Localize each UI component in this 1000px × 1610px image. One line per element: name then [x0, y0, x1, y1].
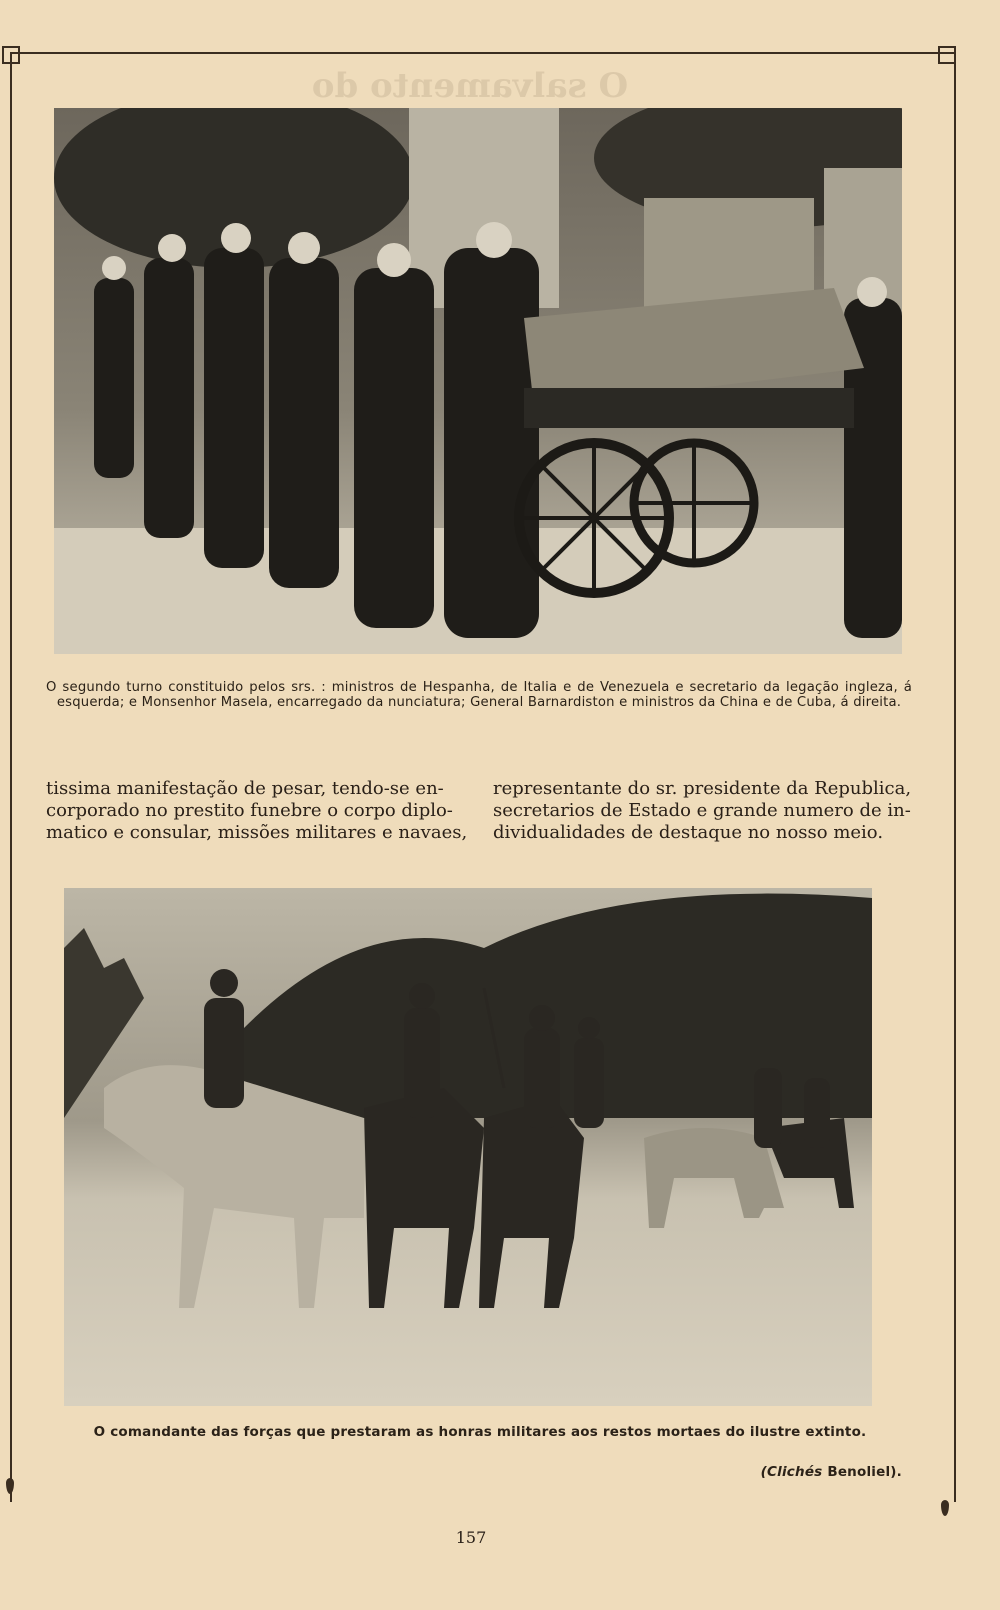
photo-credit	[761, 1464, 902, 1480]
cavalry-honor-guard-photo	[64, 888, 872, 1406]
frame-drop-ornament	[941, 1500, 949, 1516]
funeral-procession-photo	[54, 108, 902, 654]
credit-name: Benoliel).	[827, 1464, 902, 1480]
body-text-line: matico e consular, missões militares e navaes,	[46, 822, 468, 843]
body-text-line: tissima manifestação de pesar, tendo-se en-	[46, 778, 444, 799]
body-text-line: secretarios de Estado e grande numero de in-	[493, 800, 911, 821]
photo1-caption: O segundo turno constituido pelos srs. : ministros de Hespanha, de Italia e de Venezuela e secretario da legação ingleza, á esquerda; e Monsenhor Masela, encarregado da nunciatura; General Barnardiston e ministros da China e de Cuba, á direita.	[46, 680, 912, 710]
body-text-line: representante do sr. presidente da Republica,	[493, 778, 912, 799]
body-text-left-column	[46, 778, 468, 844]
body-text-line: dividualidades de destaque no nosso meio.	[493, 822, 884, 843]
photo2-caption: O comandante das forças que prestaram as honras militares aos restos mortaes do ilustre extinto.	[93, 1424, 867, 1440]
page-number: 157	[455, 1528, 487, 1547]
body-text-right-column	[493, 778, 911, 844]
body-text-line: corporado no prestito funebre o corpo diplo-	[46, 800, 453, 821]
credit-prefix: (Clichés	[760, 1464, 823, 1480]
bleed-through-title: O salvamento do	[311, 66, 629, 106]
